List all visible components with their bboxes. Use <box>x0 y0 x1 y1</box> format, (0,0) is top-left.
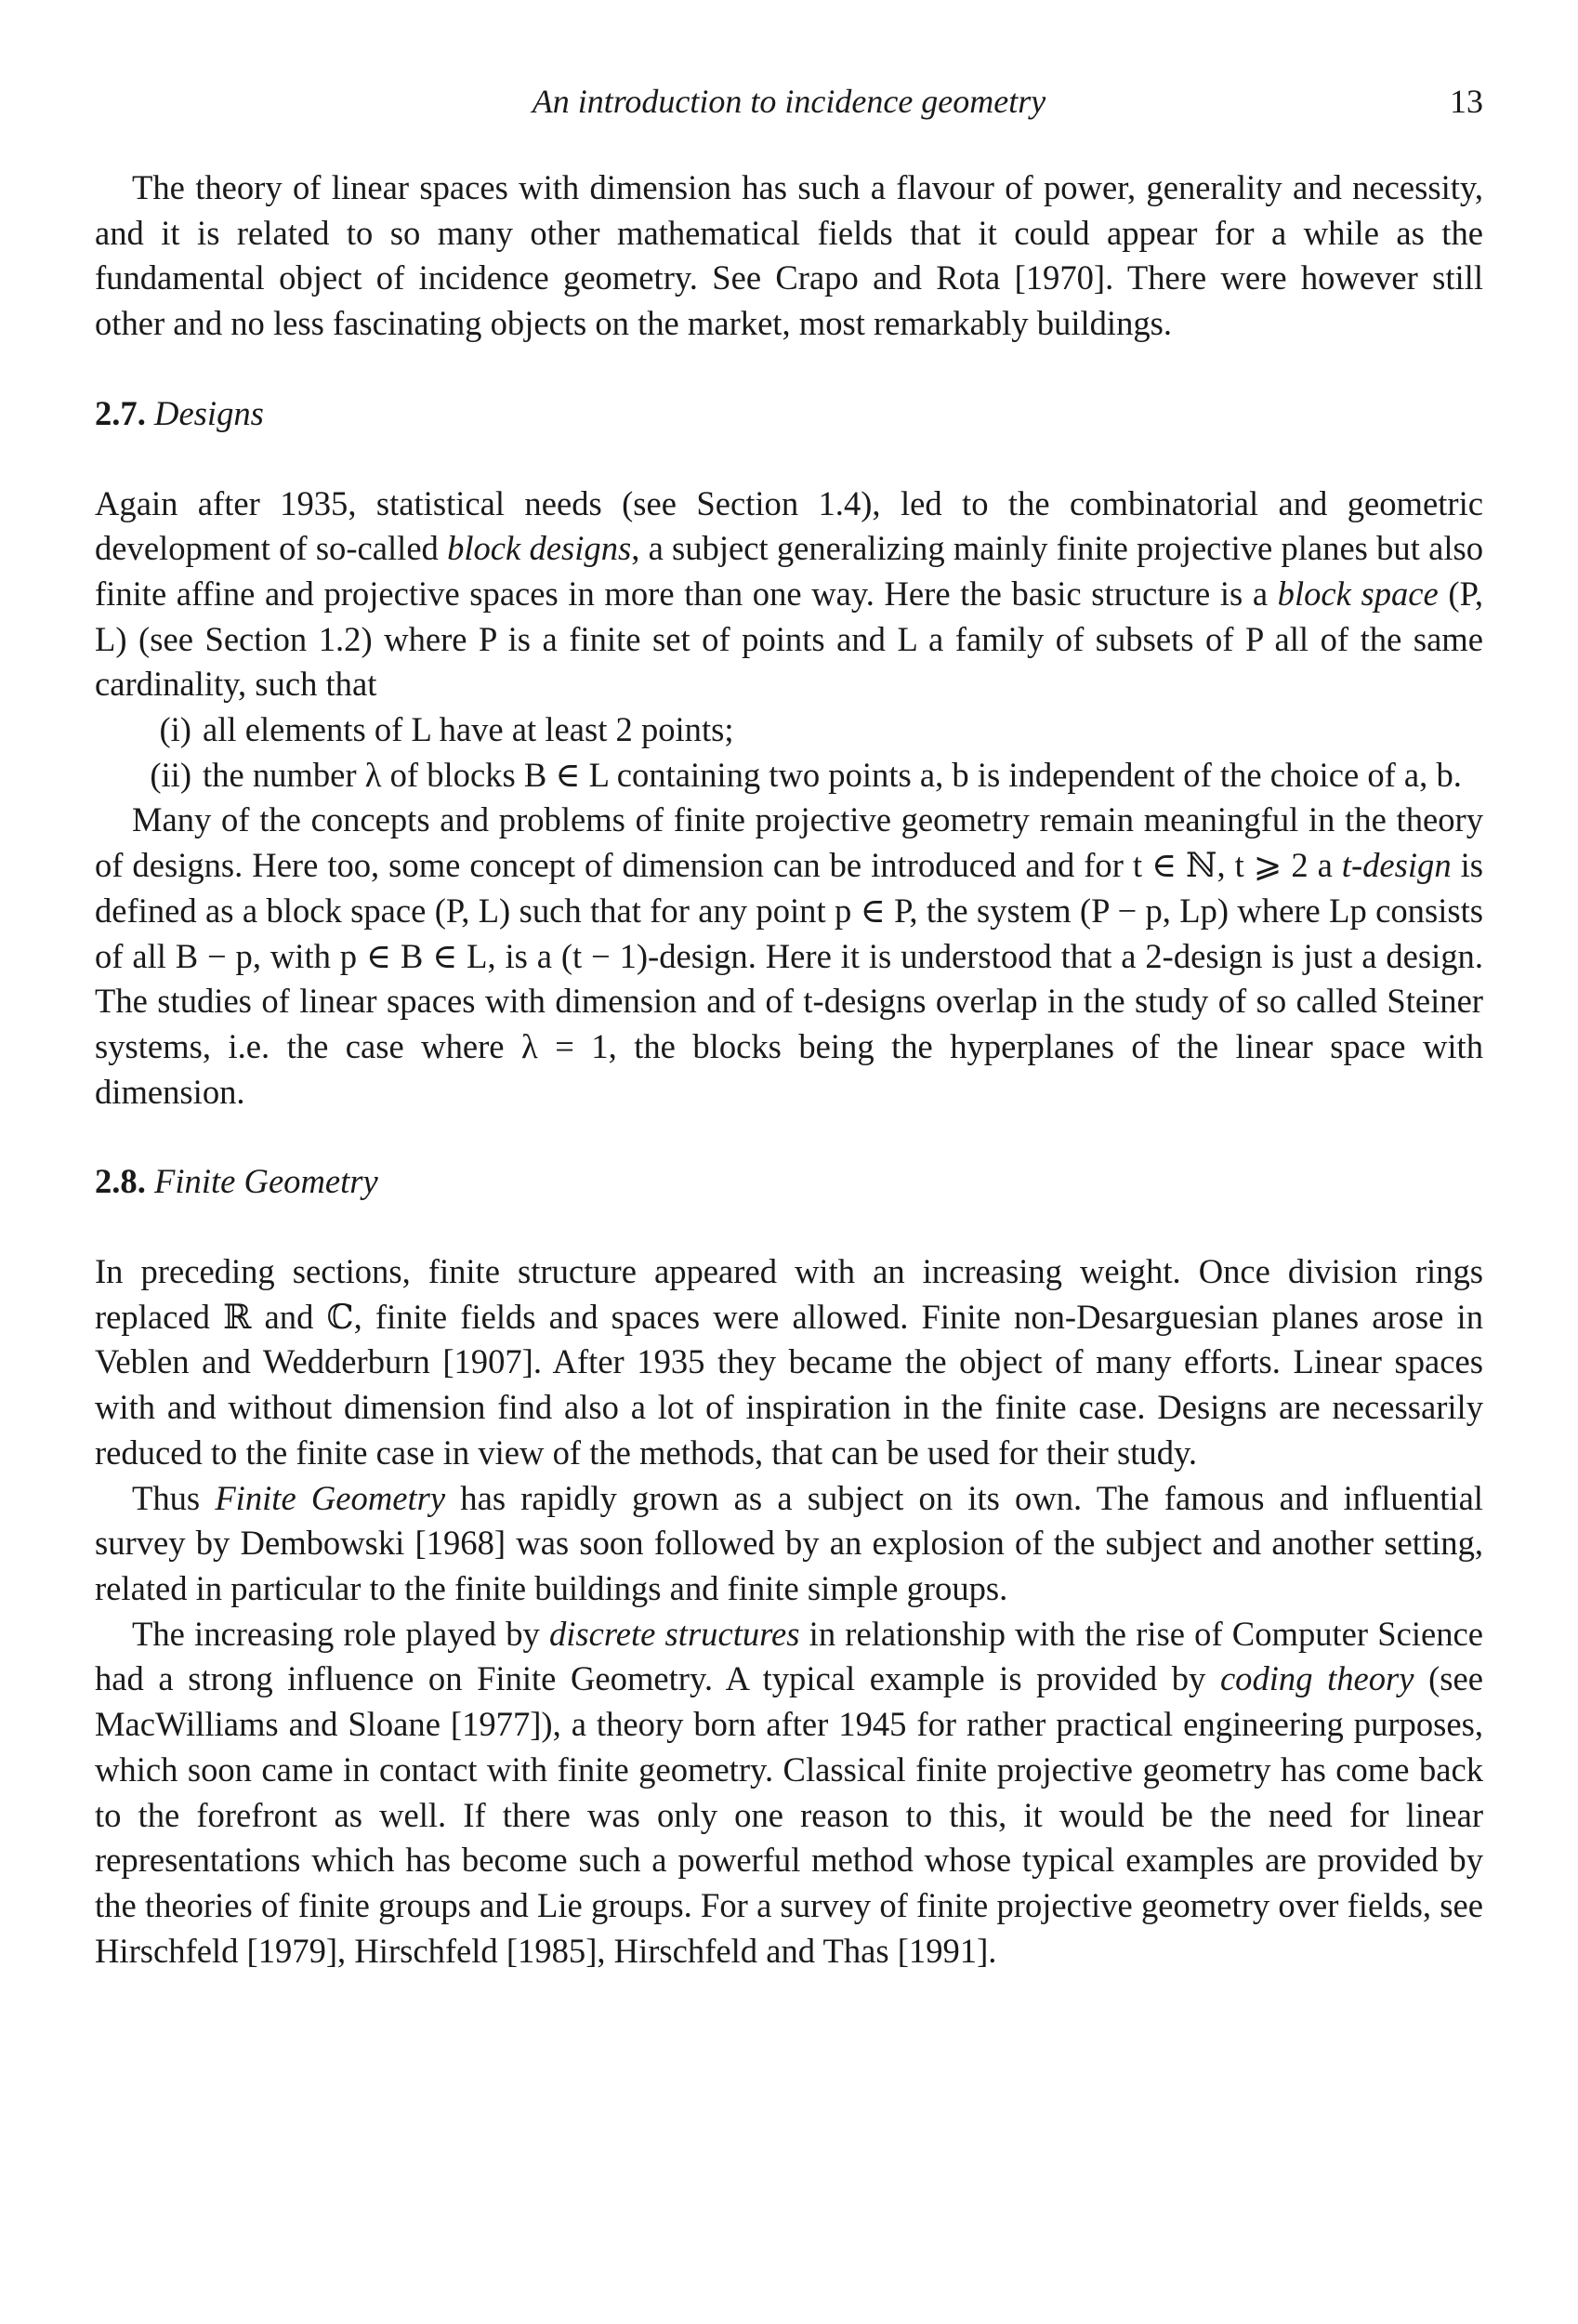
paragraph-finite-geometry-growth <box>95 1476 1483 1612</box>
text-run: has rapidly grown as a subject on its own. The famous and influential survey by Dembowski [1968] was soon followed by an explosion of the subject and another setting, related in particular to the finite buildings and finite simple groups. <box>95 1478 1483 1607</box>
paragraph-linear-spaces: The theory of linear spaces with dimension has such a flavour of power, generality and necessity, and it is related to so many other mathematical fields that it could appear for a while as the fundamental object of incidence geometry. See Crapo and Rota [1970]. There were however still other and no less fascinating objects on the market, most remarkably buildings. <box>95 168 1483 343</box>
section-number: 2.7. <box>95 393 146 432</box>
list-item-text: all elements of L have at least 2 points; <box>203 710 734 749</box>
emphasis-block-space: block space <box>1277 574 1439 613</box>
emphasis-coding-theory: coding theory <box>1219 1659 1414 1698</box>
list-item-label: (ii) <box>150 755 191 794</box>
paragraph-t-designs <box>95 798 1483 1115</box>
text-run: Thus <box>132 1478 216 1517</box>
paragraph-finite-structure: In preceding sections, finite structure appeared with an increasing weight. Once division rings replaced ℝ and ℂ, finite fields and spaces were allowed. Finite non-Desarguesian planes arose in Veblen and Wedderburn [1907]. After 1935 they became the object of many efforts. Linear spaces with and without dimension find also a lot of inspiration in the finite case. Designs are necessarily reduced to the finite case in view of the methods, that can be used for their study. <box>95 1252 1483 1472</box>
text-run: , a subject generalizing mainly finite projective planes but also finite affine and projective spaces in more than one way. Here the basic structure is a <box>95 529 1483 613</box>
paragraph-designs-intro <box>95 482 1483 708</box>
emphasis-finite-geometry: Finite Geometry <box>215 1478 446 1517</box>
condition-list <box>95 707 1483 798</box>
list-item-label: (i) <box>159 710 191 749</box>
section-number: 2.8. <box>95 1162 146 1201</box>
emphasis-block-designs: block designs <box>447 529 632 568</box>
running-title: An introduction to incidence geometry <box>532 83 1046 120</box>
list-item <box>95 707 1483 753</box>
emphasis-discrete-structures: discrete structures <box>548 1614 800 1653</box>
text-run: in relationship with the rise of Computer Science had a strong influence on Finite Geometry. A typical example is provided by <box>95 1614 1483 1698</box>
text-run: (P, L) (see Section 1.2) where P is a finite set of points and L a family of subsets of P all of the same cardinality, such that <box>95 574 1484 704</box>
section-title: Designs <box>154 393 264 432</box>
body-text <box>95 165 1483 1974</box>
section-heading-finite-geometry <box>95 1159 1483 1205</box>
paragraph-discrete-structures <box>95 1612 1483 1974</box>
text-run: Many of the concepts and problems of finite projective geometry remain meaningful in the theory of designs. Here too, some concept of dimension can be introduced and for t ∈ ℕ, t ⩾ 2 a <box>95 800 1483 885</box>
text-run: is defined as a block space (P, L) such that for any point p ∈ P, the system (P − p, Lp) where Lp consists of all B − p, with p ∈ B ∈ L, is a (t − 1)-design. Here it is understood that a 2-design is just a design. The studies of linear spaces with dimension and of t-designs overlap in the study of so called Steiner systems, i.e. the case where λ = 1, the blocks being the hyperplanes of the linear space with dimension. <box>95 846 1483 1111</box>
text-run: (see MacWilliams and Sloane [1977]), a theory born after 1945 for rather practical engineering purposes, which soon came in contact with finite geometry. Classical finite projective geometry has come back to the forefront as well. If there was only one reason to this, it would be the need for linear representations which has become such a powerful method whose typical examples are provided by the theories of finite groups and Lie groups. For a survey of finite projective geometry over fields, see Hirschfeld [1979], Hirschfeld [1985], Hirschfeld and Thas [1991]. <box>95 1659 1484 1970</box>
emphasis-t-design: t-design <box>1341 846 1452 885</box>
running-head <box>95 82 1483 128</box>
list-item <box>95 753 1483 799</box>
page-number: 13 <box>1450 83 1483 120</box>
list-item-text: the number λ of blocks B ∈ L containing two points a, b is independent of the choice of a, b. <box>203 755 1462 794</box>
text-run: The increasing role played by <box>132 1614 549 1653</box>
text-run: Again after 1935, statistical needs (see Section 1.4), led to the combinatorial and geometric development of so-called <box>95 483 1483 568</box>
section-heading-designs <box>95 391 1483 437</box>
section-title: Finite Geometry <box>154 1162 378 1201</box>
